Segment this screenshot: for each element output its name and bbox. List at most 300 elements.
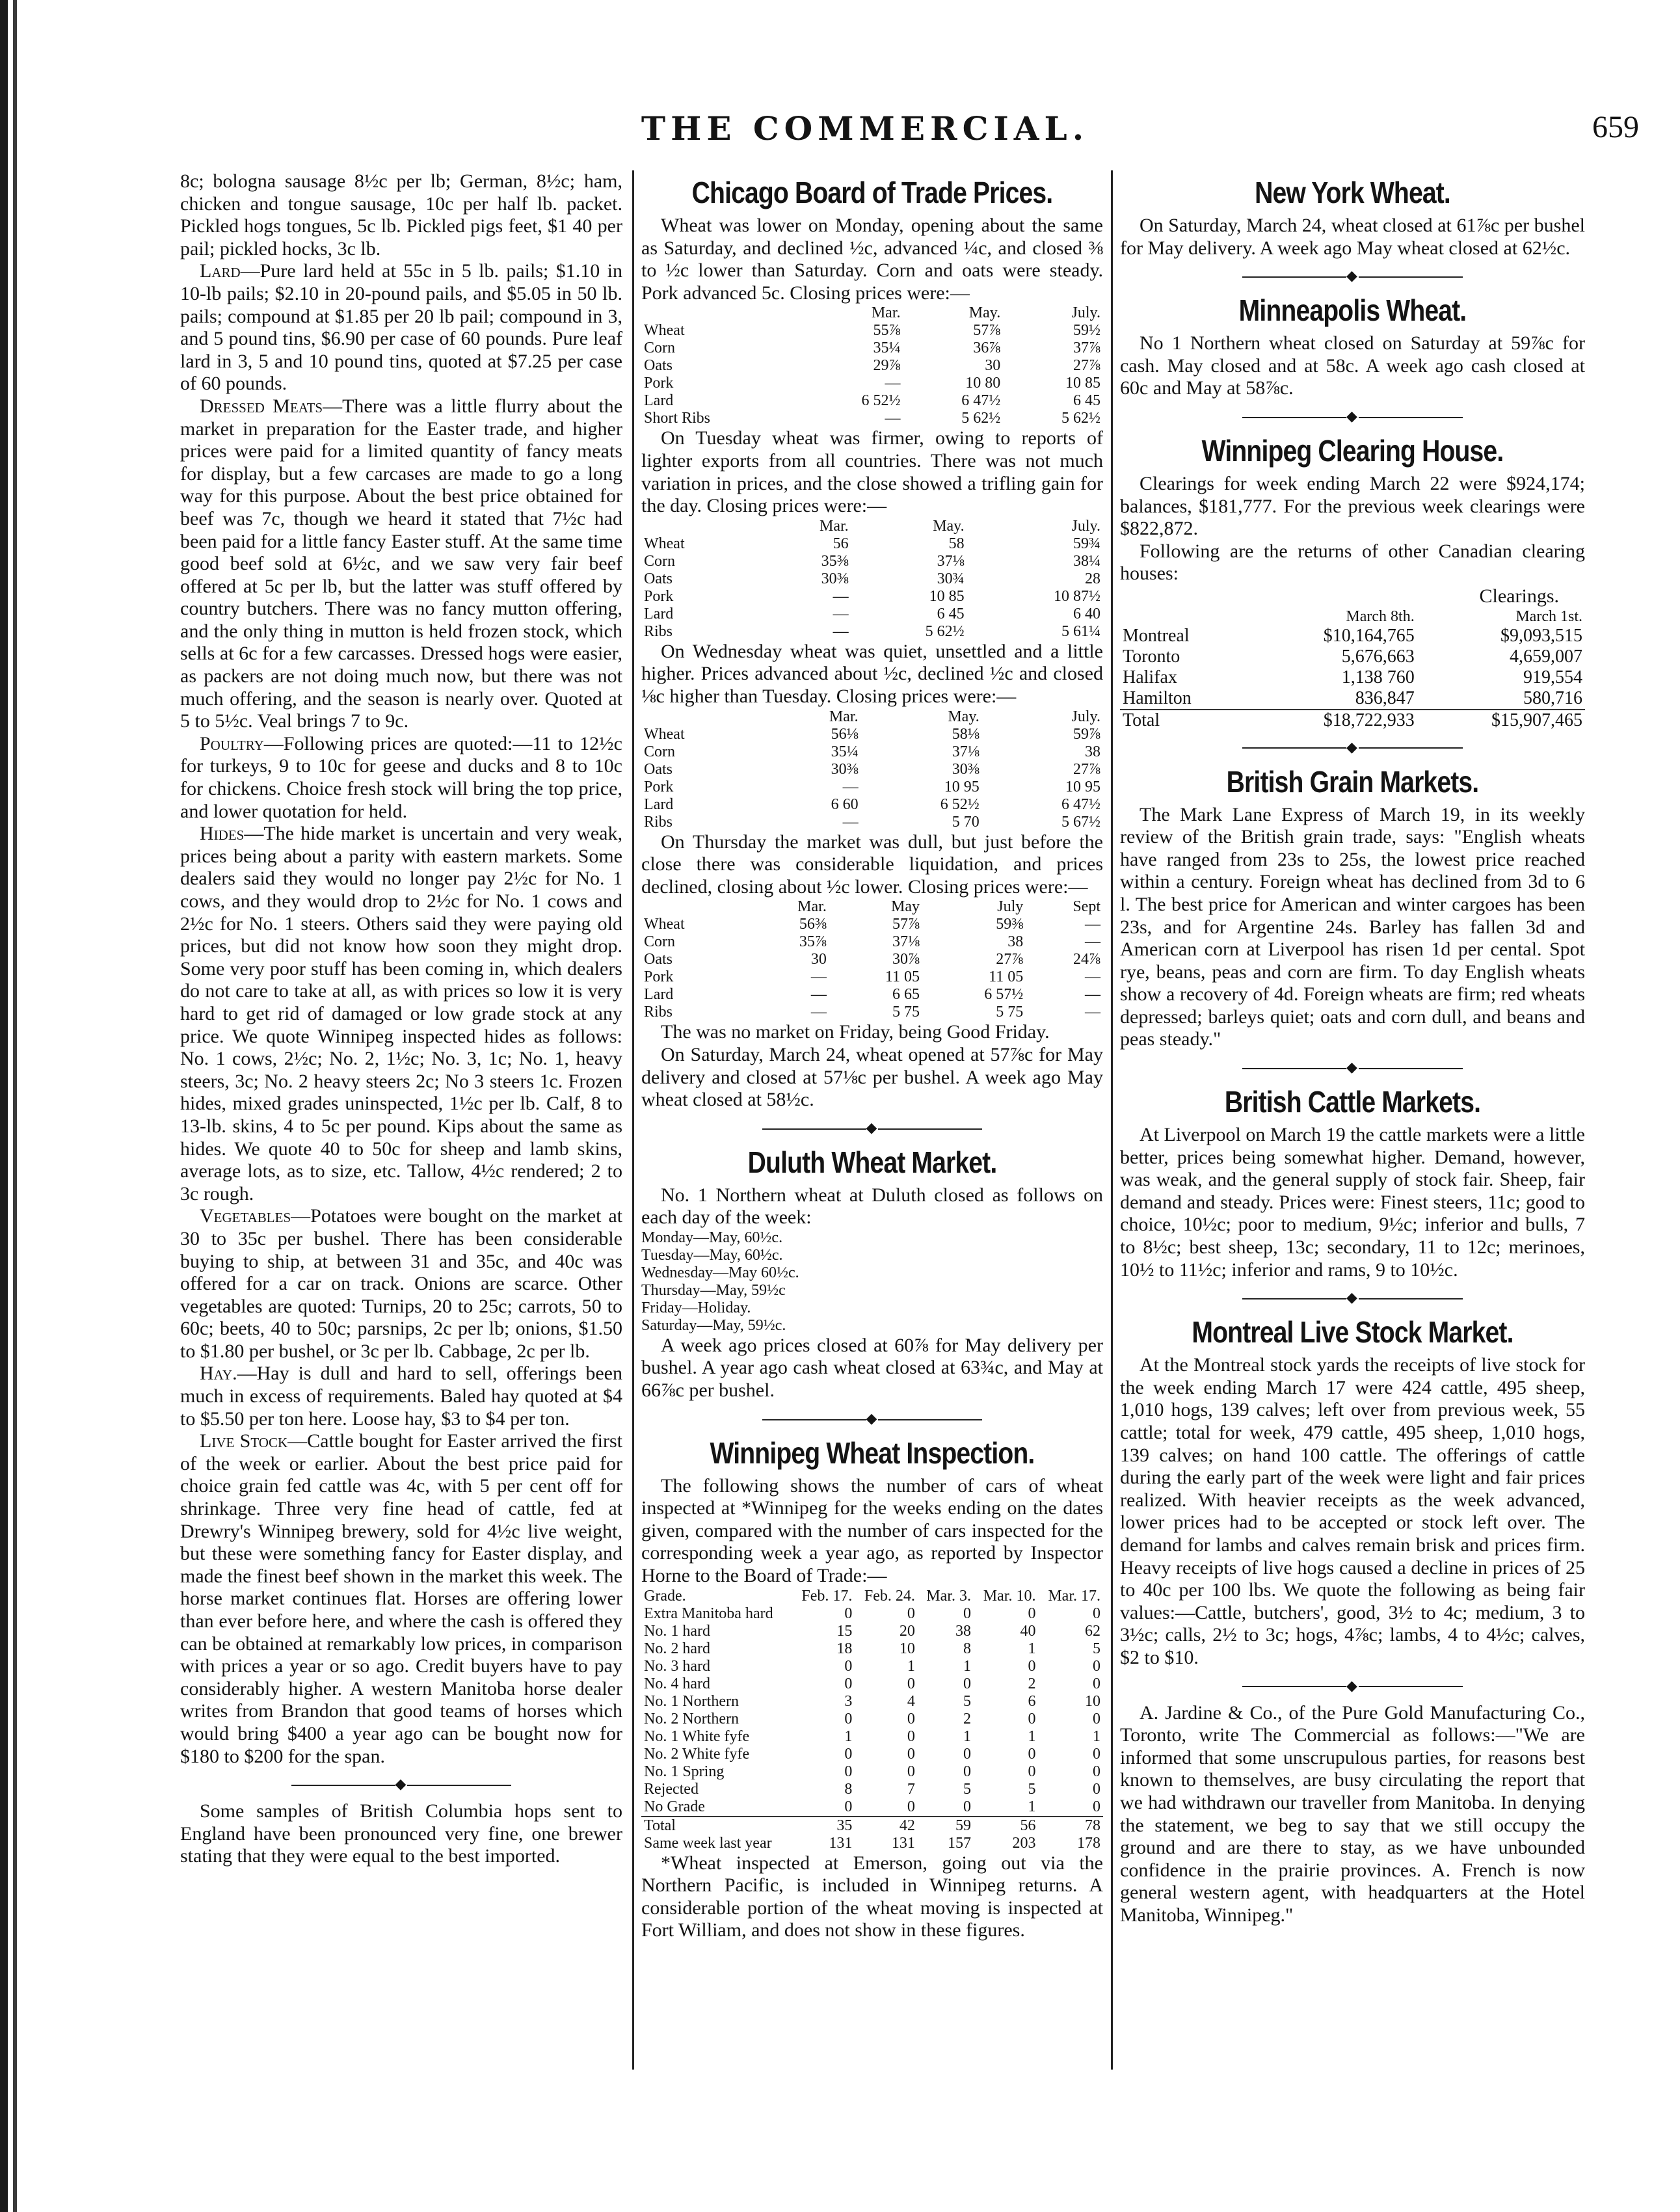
table-cell: 131 — [891, 1834, 915, 1852]
table-cell: Corn — [644, 933, 675, 951]
table-cell: 1 — [963, 1727, 971, 1745]
table-cell: 24⅞ — [1073, 951, 1100, 968]
table-cell: 30 — [810, 951, 827, 968]
table-cell: — — [1085, 968, 1100, 986]
table-cell: 1 — [1028, 1798, 1036, 1815]
table-row — [641, 779, 1103, 796]
table-cell: — — [842, 813, 859, 831]
table-header-row — [641, 898, 1103, 916]
page-number: 659 — [1592, 110, 1639, 144]
column-header — [641, 898, 749, 916]
table-cell: — — [1085, 986, 1100, 1004]
chicago-table-thursday — [641, 898, 1103, 1021]
table-cell: 18 — [836, 1640, 853, 1657]
section-ornament: ◆ — [1120, 740, 1585, 754]
table-cell: Halifax — [1123, 667, 1177, 687]
table-cell: 11 05 — [989, 968, 1024, 986]
table-cell: 11 05 — [885, 968, 920, 986]
table-cell: Total — [1120, 710, 1249, 731]
table-cell: 1 — [1028, 1727, 1036, 1745]
table-cell: 37⅛ — [937, 552, 965, 570]
table-cell: No. 1 White fyfe — [644, 1727, 750, 1745]
table-row — [641, 375, 1103, 392]
table-cell: 178 — [1077, 1834, 1100, 1852]
jardine-paragraph: A. Jardine & Co., of the Pure Gold Manufacturing Co., Toronto, write The Commercial as follows:—"We are informed that some unscrupulous parties, for reasons best known to themselves, are busy circulating the report that we had withdrawn our traveller from Manitoba. In denying the statement, we beg to say that we still occupy the ground and are there to stay, as we have unbounded confidence in the prairie provinces. A. French is now general western agent, with headquarters at the Hotel Manitoba, Winnipeg." — [1120, 1701, 1585, 1926]
table-cell: 1,138 760 — [1341, 667, 1415, 687]
table-cell: 836,847 — [1355, 687, 1415, 708]
table-cell: No. 2 White fyfe — [644, 1745, 750, 1763]
hops-paragraph: Some samples of British Columbia hops sent to England have been pronounced very fine, one brewer stating that they were equal to the best imported. — [180, 1800, 622, 1867]
table-cell: 0 — [1093, 1605, 1100, 1622]
table-cell: — — [1085, 1004, 1100, 1021]
column-header: July — [997, 898, 1024, 916]
chicago-saturday: On Saturday, March 24, wheat opened at 57⅞c for May delivery and closed at 57⅛c per bushel. A week ago May wheat closed at 58½c. — [641, 1043, 1103, 1111]
table-row — [641, 951, 1103, 968]
table-row — [1120, 626, 1585, 646]
duluth-day-line: Wednesday—May 60½c. — [641, 1264, 799, 1281]
table-cell: 37⅛ — [952, 743, 980, 760]
table-cell: 30 — [985, 357, 1001, 375]
table-cell: 38 — [1085, 743, 1100, 760]
table-row — [641, 357, 1103, 375]
column-header: Feb. 24. — [864, 1587, 915, 1605]
table-cell: 6 40 — [1073, 605, 1100, 622]
table-cell: 0 — [907, 1605, 915, 1622]
newspaper-title: THE COMMERCIAL. — [641, 109, 1089, 148]
table-cell: 1 — [1028, 1640, 1036, 1657]
section-ornament: ◆ — [641, 1411, 1103, 1426]
table-cell: — — [833, 605, 849, 622]
table-cell: 28 — [1085, 570, 1100, 587]
table-cell: Wheat — [644, 725, 685, 743]
table-cell: Total — [641, 1817, 792, 1835]
table-cell: Wheat — [644, 322, 685, 340]
table-cell: 0 — [1093, 1745, 1100, 1763]
table-cell: 8 — [844, 1780, 853, 1798]
table-cell: — — [833, 587, 849, 605]
duluth-summary: A week ago prices closed at 60⅞ for May delivery per bushel. A year ago cash wheat closed at 63¾c, and May at 66⅞c per bushel. — [641, 1334, 1103, 1402]
column-header: Mar. 3. — [926, 1587, 971, 1605]
table-cell: 2 — [1028, 1675, 1036, 1692]
table-cell: 0 — [844, 1745, 853, 1763]
column-header: Mar. — [871, 304, 901, 322]
table-cell: $9,093,515 — [1500, 625, 1582, 646]
column-header: March 1st. — [1515, 607, 1582, 625]
column-header: March 8th. — [1346, 607, 1415, 625]
table-cell: 30¾ — [937, 570, 965, 587]
table-cell: Lard — [644, 605, 674, 622]
section-ornament: ◆ — [180, 1777, 622, 1791]
chicago-friday: The was no market on Friday, being Good Friday. — [661, 1021, 1050, 1043]
masthead — [78, 98, 1652, 150]
table-cell: 35¼ — [831, 743, 859, 760]
table-cell: No. 1 Northern — [644, 1692, 739, 1710]
table-cell: 6 45 — [1073, 392, 1100, 410]
table-cell: — — [885, 410, 901, 427]
table-cell: 0 — [907, 1763, 915, 1780]
table-cell: 30⅜ — [952, 760, 980, 778]
table-cell: 59⅞ — [1073, 725, 1100, 743]
section-ornament: ◆ — [641, 1121, 1103, 1135]
table-header-row — [641, 708, 1103, 726]
table-cell: $10,164,765 — [1323, 625, 1415, 646]
total-row — [641, 1817, 1103, 1835]
column-header: May. — [948, 708, 980, 725]
table-row — [641, 796, 1103, 814]
total-row — [641, 1835, 1103, 1852]
table-cell: No. 4 hard — [644, 1675, 710, 1692]
table-row — [641, 1605, 1103, 1623]
table-cell: 8 — [963, 1640, 971, 1657]
table-cell: — — [833, 622, 849, 640]
table-cell: 0 — [907, 1745, 915, 1763]
table-cell: 0 — [963, 1763, 971, 1780]
table-cell: 10 85 — [929, 587, 965, 605]
table-cell: 10 95 — [944, 778, 980, 795]
chicago-tuesday: On Tuesday wheat was firmer, owing to reports of lighter exports from all countries. There was not much variation in prices, and the close showed a trifling gain for the day. Closing prices were:— — [641, 427, 1103, 517]
column-header: May. — [968, 304, 1001, 322]
table-cell: 30⅜ — [821, 570, 849, 587]
table-cell: 6 57½ — [984, 986, 1024, 1004]
table-cell: Pork — [644, 778, 674, 795]
total-row — [1120, 710, 1585, 731]
column-header: July. — [1071, 517, 1100, 535]
table-cell: — — [810, 986, 827, 1004]
table-cell: Corn — [644, 552, 675, 570]
table-cell: 0 — [1028, 1745, 1036, 1763]
table-cell: 5,676,663 — [1341, 646, 1415, 667]
table-cell: 55⅞ — [873, 322, 901, 340]
table-cell: Pork — [644, 375, 674, 392]
table-cell: 59½ — [1073, 322, 1100, 340]
table-cell: Wheat — [644, 916, 685, 933]
table-row — [641, 410, 1103, 427]
table-cell: Montreal — [1123, 625, 1190, 646]
table-cell: 10 — [899, 1640, 915, 1657]
duluth-intro: No. 1 Northern wheat at Duluth closed as follows on each day of the week: — [641, 1184, 1103, 1229]
table-cell: 56 — [833, 535, 849, 552]
table-cell: No. 2 hard — [644, 1640, 710, 1657]
table-cell: 59⅜ — [996, 916, 1024, 933]
table-cell: Rejected — [644, 1780, 699, 1798]
column-header: May. — [933, 517, 965, 535]
table-cell: 5 62½ — [961, 410, 1001, 427]
table-cell: Oats — [644, 760, 673, 778]
table-header-row — [641, 304, 1103, 322]
section-ornament: ◆ — [1120, 1679, 1585, 1693]
table-cell: 56⅛ — [831, 725, 859, 743]
table-cell: 0 — [1028, 1657, 1036, 1675]
table-cell: 0 — [1028, 1763, 1036, 1780]
table-row — [641, 535, 1103, 553]
column-3 — [1120, 170, 1585, 1926]
duluth-days — [641, 1229, 1103, 1335]
new-york-paragraph: On Saturday, March 24, wheat closed at 61⅞c per bushel for May delivery. A week ago May wheat closed at 62½c. — [1120, 215, 1585, 259]
table-row — [641, 1763, 1103, 1781]
table-cell: 59¾ — [1073, 535, 1100, 552]
table-cell: 6 45 — [937, 605, 965, 622]
table-cell: 29⅞ — [873, 357, 901, 375]
table-cell: 6 — [1028, 1692, 1036, 1710]
clearings-label: Clearings. — [1479, 585, 1559, 607]
table-cell: 0 — [844, 1657, 853, 1675]
table-cell: 0 — [907, 1675, 915, 1692]
table-cell: 6 47½ — [1061, 795, 1100, 813]
column-header: May — [890, 898, 920, 916]
column-rule — [632, 170, 634, 2070]
table-cell: 37⅞ — [1073, 340, 1100, 357]
table-cell: 5 — [1093, 1640, 1100, 1657]
british-cattle-heading: British Cattle Markets. — [1224, 1085, 1481, 1119]
lard-paragraph: Lard—Pure lard held at 55c in 5 lb. pails; $1.10 in 10-lb pails; $2.10 in 20-pound pails, and $5.05 in 50 lb. pails; compound at $1.85 per 20 lb pail; compound in 3, and 5 pound tins, $6.90 per case of 60 pounds. Pure leaf lard in 3, 5 and 10 pound tins, quoted at $7.25 per case of 60 pounds. — [180, 260, 622, 395]
table-cell: 15 — [836, 1622, 853, 1640]
table-cell: 4,659,007 — [1510, 646, 1582, 667]
british-grain-heading: British Grain Markets. — [1226, 764, 1479, 799]
table-row — [1120, 646, 1585, 667]
table-cell: 919,554 — [1523, 667, 1582, 687]
table-row — [641, 623, 1103, 641]
table-row — [641, 916, 1103, 933]
duluth-day-line: Friday—Holiday. — [641, 1299, 751, 1316]
column-header — [641, 708, 767, 726]
table-cell: 6 52½ — [940, 795, 980, 813]
section-ornament: ◆ — [1120, 1060, 1585, 1074]
table-cell: 78 — [1038, 1817, 1103, 1835]
minneapolis-paragraph: No 1 Northern wheat closed on Saturday at 59⅞c for cash. May closed and at 58c. A week ago cash closed at 60c and May at 58⅞c. — [1120, 332, 1585, 399]
table-row — [1120, 667, 1585, 688]
hides-paragraph: Hides—The hide market is uncertain and very weak, prices being about a parity with eastern markets. Some dealers said they would no longer pay 2½c for No. 1 cows, and they would drop to 2½c for No. 1 cows and 2½c for No. 1 steers. Others said they were paying old prices, but did not know how soon they might drop. Some very poor stuff has been coming in, which dealers do not care to take at all, as with prices so low it is very hard to get rid of damaged or low grade stock at any price. We quote Winnipeg inspected hides as follows: No. 1 cows, 2½c; No. 2, 1½c; No. 3, 1c; No. 1, heavy steers, 3c; No. 2 heavy steers 2c; No 3 steers 1c. Frozen hides, mixed grades uninspected, 1½c per lb. Calf, 8 to 13-lb. skins, 4 to 5c per pound. Kips about the same as hides. We quote 40 to 50c for sheep and lamb skins, average lots, as to size, etc. Tallow, 4½c rendered; 2 to 3c rough. — [180, 823, 622, 1205]
column-header: Mar. — [829, 708, 859, 725]
british-cattle-paragraph: At Liverpool on March 19 the cattle markets were a little better, prices being somewhat higher. Demand, however, was weak, and the general supply of stock fair. Sheep, fair demand and steady. Prices were: Finest steers, 11c; good to choice, 10½c; poor to medium, 9½c; inferior and bulls, 7 to 8½c; best sheep, 13c; secondary, 11 to 12c; merinoes, 10½ to 11½c; inferior and rams, 9 to 10½c. — [1120, 1124, 1585, 1281]
continued-paragraph: 8c; bologna sausage 8½c per lb; German, 8½c; ham, chicken and tongue sausage, 10c per half lb. packet. Pickled hogs tongues, 5c lb. Pickled pigs feet, $1 40 per pail; pickled hocks, 3c lb. — [180, 170, 622, 260]
table-cell: 35 — [792, 1817, 855, 1835]
table-cell: 6 47½ — [961, 392, 1001, 410]
table-cell: 20 — [899, 1622, 915, 1640]
column-header: Mar. — [797, 898, 827, 916]
table-cell: 0 — [844, 1710, 853, 1727]
table-cell: 0 — [907, 1798, 915, 1815]
table-cell: 62 — [1085, 1622, 1100, 1640]
table-cell: Oats — [644, 570, 673, 587]
table-row — [641, 1623, 1103, 1640]
table-row — [1120, 688, 1585, 710]
table-cell: 203 — [1012, 1834, 1036, 1852]
table-cell: 40 — [1020, 1622, 1036, 1640]
table-cell: 56 — [974, 1817, 1039, 1835]
column-header: July. — [1071, 708, 1100, 725]
table-row — [641, 322, 1103, 340]
montreal-paragraph: At the Montreal stock yards the receipts of live stock for the week ending March 17 were 424 cattle, 495 sheep, 1,010 hogs, 139 calves; left over from previous week, 55 cattle; total for week, 479 cattle, 495 sheep, 1,010 hogs, 139 calves; on hand 100 cattle. The offerings of cattle during the early part of the week were light and fair prices realized. With heavier receipts as the week advanced, lower prices had to be accepted or stock left over. The demand for lambs and calves remain brisk and prices firm. Heavy receipts of live hogs caused a decline in prices of 25 to 40c per 100 lbs. We quote the following as being fair values:—Cattle, butchers', good, 3½ to 4c; medium, 3 to 3½c; calls, 2½ to 3c; hogs, 4⅞c; lambs, 4 to 4½c; calves, $2 to $10. — [1120, 1354, 1585, 1668]
column-header: Mar. 10. — [983, 1587, 1036, 1605]
table-row — [641, 1693, 1103, 1711]
column-header: Grade. — [644, 1587, 686, 1605]
table-cell: 131 — [829, 1834, 853, 1852]
table-cell: Toronto — [1123, 646, 1180, 667]
table-row — [641, 986, 1103, 1004]
table-cell: 57⅞ — [892, 916, 920, 933]
table-cell: 0 — [1093, 1657, 1100, 1675]
chicago-table-monday — [641, 304, 1103, 427]
inspection-intro: The following shows the number of cars of wheat inspected at *Winnipeg for the weeks ending on the dates given, compared with the number of cars inspected for the corresponding week a year ago, as reported by Inspector Horne to the Board of Trade:— — [641, 1474, 1103, 1587]
table-cell: Oats — [644, 357, 673, 375]
table-cell: 6 52½ — [861, 392, 901, 410]
table-cell: Corn — [644, 743, 675, 760]
table-cell: 5 70 — [952, 813, 980, 831]
table-cell: 35¼ — [873, 340, 901, 357]
live-stock-paragraph: Live Stock—Cattle bought for Easter arrived the first of the week or earlier. About the best price paid for choice grain fed cattle was 4c, with 5 per cent off for shrinkage. Three very fine head of cattle, fed at Drewry's Winnipeg brewery, sold for 4½c live weight, but these were something fancy for Easter display, and made the finest beef shown in the market this week. The horse market continues flat. Horses are offering lower than ever before here, and where the cash is offered they can be obtained at remarkably low prices, in comparison with prices a year or so ago. Credit buyers have to pay considerably higher. A western Manitoba horse dealer writes from Brandon that good teams of horses which would bring $400 a year ago can be bought now for $180 to $200 for the span. — [180, 1430, 622, 1767]
vegetables-paragraph: Vegetables—Potatoes were bought on the market at 30 to 35c per bushel. There has been considerable buying to ship, at between 31 and 35c, and 40c was offered for a car on track. Onions are scarce. Other vegetables are quoted: Turnips, 20 to 25c; carrots, 50 to 60c; beets, 40 to 50c; parsnips, 2c per lb; onions, $1.50 to $1.80 per bushel, or 3c per lb. Cabbage, 2c per lb. — [180, 1205, 622, 1362]
table-cell: — — [1085, 933, 1100, 951]
table-cell: 30⅞ — [892, 951, 920, 968]
table-cell: 0 — [963, 1605, 971, 1622]
table-cell: 4 — [907, 1692, 915, 1710]
column-header: Mar. — [820, 517, 849, 535]
table-cell: Lard — [644, 795, 674, 813]
table-cell: Pork — [644, 968, 674, 986]
table-cell: No. 2 Northern — [644, 1710, 739, 1727]
table-cell: Extra Manitoba hard — [644, 1605, 773, 1622]
duluth-day-line: Tuesday—May, 60½c. — [641, 1246, 783, 1264]
section-ornament: ◆ — [1120, 409, 1585, 423]
table-cell: 5 — [963, 1780, 971, 1798]
clearing-paragraph: Clearings for week ending March 22 were $924,174; balances, $181,777. For the previous week clearings were $822,872. — [1120, 472, 1585, 540]
chicago-wednesday: On Wednesday wheat was quiet, unsettled and a little higher. Prices advanced about ½c, declined ½c and closed ⅛c higher than Tuesday. Closing prices were:— — [641, 640, 1103, 707]
dressed-meats-paragraph: Dressed Meats—There was a little flurry about the market in preparation for the Easter trade, and higher prices were paid for a limited quantity of fancy meats for display, but a few carcases are made to go a long way for this purpose. About the best price obtained for beef was 7c, though we heard it stated that 7½c had been paid for a little fancy Easter stuff. At the same time good beef sold at 6½c, and we saw very fair beef offered at 5c per lb, but the latter was stuff offered by country butchers. There was no fancy mutton offering, and the only thing in mutton is held frozen stock, which sells at 6c for a few carcasses. Dressed hogs were easier, as packers are not doing much now, but there was not much offering, and the season is nearly over. Quoted at 5 to 5½c. Veal brings 7 to 9c. — [180, 395, 623, 732]
table-cell: 38¼ — [1073, 552, 1100, 570]
table-cell: 580,716 — [1523, 687, 1582, 708]
table-row — [641, 570, 1103, 588]
table-row — [641, 1798, 1103, 1817]
table-row — [641, 340, 1103, 357]
table-cell: — — [885, 375, 901, 392]
inspection-table — [641, 1588, 1103, 1852]
table-cell: 0 — [844, 1763, 853, 1780]
column-1 — [180, 170, 622, 1868]
table-cell: — — [810, 1004, 827, 1021]
table-row — [641, 1640, 1103, 1658]
table-cell: 56⅜ — [799, 916, 827, 933]
table-row — [641, 588, 1103, 606]
table-cell: 6 60 — [831, 795, 859, 813]
column-header: Sept — [1073, 898, 1100, 916]
table-cell: Same week last year — [644, 1834, 772, 1852]
table-row — [641, 1675, 1103, 1693]
table-row — [641, 933, 1103, 951]
table-cell: 0 — [963, 1745, 971, 1763]
table-cell: 1 — [963, 1657, 971, 1675]
table-cell: 0 — [907, 1727, 915, 1745]
table-row — [641, 761, 1103, 779]
table-cell: 37⅛ — [892, 933, 920, 951]
table-cell: Lard — [644, 392, 674, 410]
table-header-row — [641, 518, 1103, 535]
table-cell: 27⅞ — [996, 951, 1024, 968]
column-header — [641, 304, 803, 322]
table-cell: — — [810, 968, 827, 986]
table-cell: $15,907,465 — [1417, 710, 1585, 731]
table-cell: 59 — [918, 1817, 974, 1835]
clearing-heading: Winnipeg Clearing House. — [1201, 433, 1504, 468]
column-header — [1120, 608, 1249, 626]
duluth-heading: Duluth Wheat Market. — [747, 1145, 997, 1179]
table-cell: 10 85 — [1065, 375, 1100, 392]
table-cell: — — [1085, 916, 1100, 933]
table-cell: 1 — [844, 1727, 853, 1745]
table-cell: 58⅛ — [952, 725, 980, 743]
table-cell: $18,722,933 — [1249, 710, 1417, 731]
table-cell: 0 — [963, 1798, 971, 1815]
column-header — [641, 518, 762, 535]
table-cell: No. 3 hard — [644, 1657, 710, 1675]
table-cell: 57⅞ — [973, 322, 1001, 340]
table-cell: 10 87½ — [1054, 587, 1100, 605]
column-2 — [641, 170, 1103, 1942]
table-cell: Short Ribs — [644, 410, 711, 427]
table-row — [641, 1746, 1103, 1763]
table-cell: 1 — [1093, 1727, 1100, 1745]
minneapolis-heading: Minneapolis Wheat. — [1238, 293, 1467, 328]
table-cell: 2 — [963, 1710, 971, 1727]
table-cell: 1 — [907, 1657, 915, 1675]
clearing-paragraph-2: Following are the returns of other Canadian clearing houses: — [1120, 540, 1585, 585]
table-row — [641, 814, 1103, 831]
table-cell: Oats — [644, 951, 673, 968]
table-cell: 27⅞ — [1073, 357, 1100, 375]
table-cell: 0 — [963, 1675, 971, 1692]
table-cell: 30⅜ — [831, 760, 859, 778]
table-cell: 5 75 — [996, 1004, 1024, 1021]
clearings-table — [1120, 608, 1585, 731]
duluth-day-line: Saturday—May, 59½c. — [641, 1316, 786, 1334]
table-cell: 10 80 — [965, 375, 1001, 392]
poultry-paragraph: Poultry—Following prices are quoted:—11 to 12½c for turkeys, 9 to 10c for geese and ducks and 8 to 10c for chickens. Choice fresh stock will bring the top price, and lower quotation for held. — [180, 732, 622, 822]
table-row — [641, 726, 1103, 743]
table-cell: Ribs — [644, 622, 673, 640]
page-binding-edge — [0, 0, 46, 2212]
table-header-row — [1120, 608, 1585, 626]
table-cell: 0 — [1093, 1780, 1100, 1798]
table-cell: No. 1 Spring — [644, 1763, 725, 1780]
column-header: Mar. 17. — [1048, 1587, 1100, 1605]
table-cell: 10 95 — [1065, 778, 1100, 795]
table-cell: 0 — [1093, 1675, 1100, 1692]
table-cell: Pork — [644, 587, 674, 605]
table-cell: 5 67½ — [1061, 813, 1100, 831]
table-cell: 0 — [844, 1605, 853, 1622]
table-cell: — — [842, 778, 859, 795]
table-row — [641, 606, 1103, 623]
duluth-day-line: Thursday—May, 59½c — [641, 1281, 786, 1299]
table-cell: 0 — [844, 1798, 853, 1815]
section-ornament: ◆ — [1120, 269, 1585, 283]
table-cell: Wheat — [644, 535, 685, 552]
table-cell: 0 — [1093, 1710, 1100, 1727]
table-cell: 35⅞ — [799, 933, 827, 951]
table-cell: Ribs — [644, 1004, 673, 1021]
table-row — [641, 1711, 1103, 1728]
hay-paragraph: Hay.—Hay is dull and hard to sell, offerings been much in excess of requirements. Baled hay quoted at $4 to $5.50 per ton here. Loose hay, $3 to $4 per ton. — [180, 1363, 622, 1430]
table-cell: No Grade — [644, 1798, 705, 1815]
table-row — [641, 1781, 1103, 1798]
table-cell: 0 — [844, 1675, 853, 1692]
table-cell: Lard — [644, 986, 674, 1004]
table-row — [641, 1004, 1103, 1021]
table-cell: 10 — [1085, 1692, 1100, 1710]
table-cell: 0 — [1028, 1710, 1036, 1727]
table-cell: 5 75 — [892, 1004, 920, 1021]
table-cell: 5 61¼ — [1061, 622, 1100, 640]
table-cell: 27⅞ — [1073, 760, 1100, 778]
